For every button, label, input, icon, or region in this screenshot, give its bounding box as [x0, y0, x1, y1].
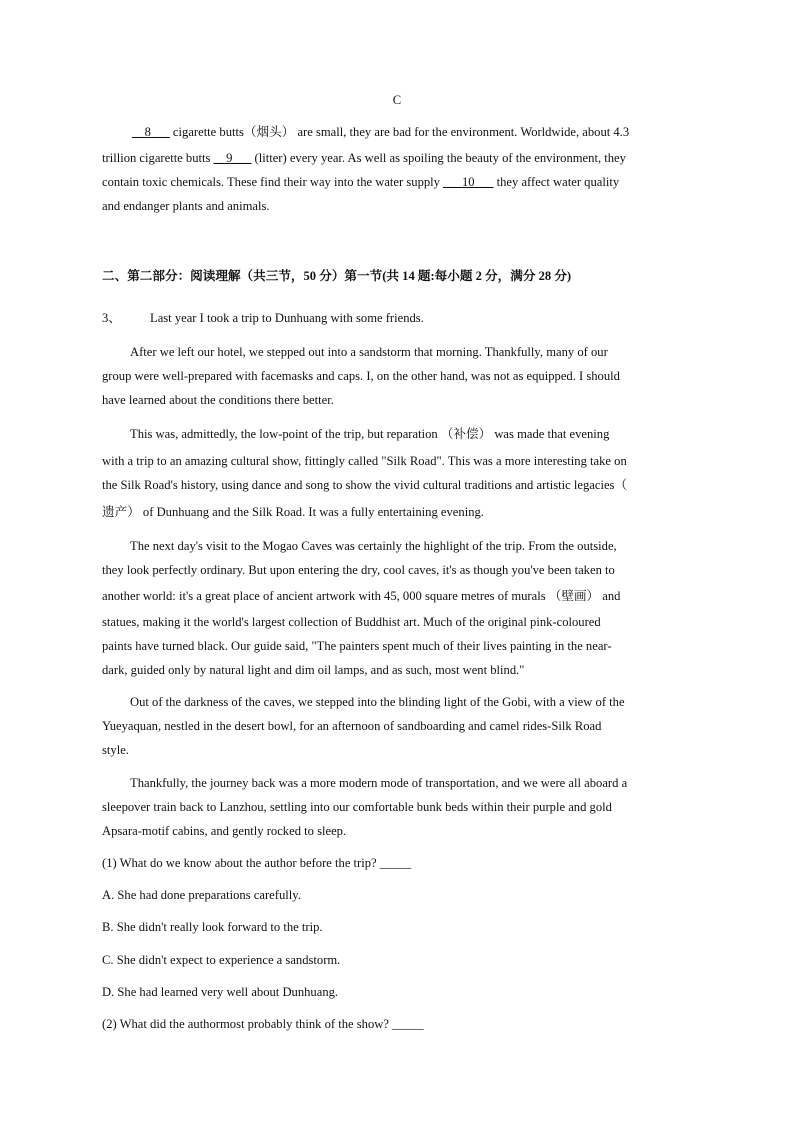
cloze-line-4 — [102, 198, 270, 214]
passage-line: Apsara-motif cabins, and gently rocked to sleep. — [102, 824, 347, 838]
passage-line: After we left our hotel, we stepped out into a sandstorm that morning. Thankfully, many of our — [130, 345, 608, 359]
passage-line: Thankfully, the journey back was a more modern mode of transportation, and we were all aboard a — [130, 776, 628, 790]
passage-line: group were well-prepared with facemasks and caps. I, on the other hand, was not as equipped. I should — [102, 369, 620, 383]
part2-heading: 二、第二部分：阅读理解（共三节，50 分）第一节(共 14 题:每小题 2 分，满分 28 分) — [102, 269, 572, 283]
passage-line: Yueyaquan, nestled in the desert bowl, for an afternoon of sandboarding and camel rides-Silk Road — [102, 719, 602, 733]
cloze-text: contain toxic chemicals. These find their way into the water supply — [102, 175, 444, 189]
passage-line: dark, guided only by natural light and dim oil lamps, and as such, most went blind." — [102, 663, 525, 677]
option-b: B. She didn't really look forward to the trip. — [102, 920, 323, 934]
passage-line: paints have turned black. Our guide said, "The painters spent much of their lives painting in the near- — [102, 639, 612, 653]
passage-line: sleepover train back to Lanzhou, settling into our comfortable bunk beds within their purple and gold — [102, 800, 612, 814]
cloze-line-1 — [132, 124, 629, 140]
passage-first-line: Last year I took a trip to Dunhuang with some friends. — [150, 311, 424, 325]
passage-line: The next day's visit to the Mogao Caves was certainly the highlight of the trip. From the outside, — [130, 539, 617, 553]
passage-line: the Silk Road's history, using dance and song to show the vivid cultural traditions and artistic legacies（ — [102, 478, 628, 492]
option-a: A. She had done preparations carefully. — [102, 888, 301, 902]
passage-number: 3、 — [102, 311, 121, 325]
question-2: (2) What did the authormost probably think of the show? _____ — [102, 1017, 424, 1031]
passage-line: have learned about the conditions there better. — [102, 393, 334, 407]
blank-8: __8___ — [132, 125, 170, 139]
option-d: D. She had learned very well about Dunhuang. — [102, 985, 339, 999]
passage-line: style. — [102, 743, 129, 757]
cloze-text: (litter) every year. As well as spoiling the beauty of the environment, they — [251, 151, 626, 165]
cloze-text: trillion cigarette butts — [102, 151, 214, 165]
cloze-line-2 — [102, 150, 626, 166]
cloze-text: they affect water quality — [493, 175, 620, 189]
passage-line: Out of the darkness of the caves, we stepped into the blinding light of the Gobi, with a view of the — [130, 695, 625, 709]
passage-line: with a trip to an amazing cultural show, fittingly called "Silk Road". This was a more interesting take on — [102, 454, 627, 468]
passage-line: they look perfectly ordinary. But upon entering the dry, cool caves, it's as though you've been taken to — [102, 563, 615, 577]
blank-9: __9___ — [213, 151, 252, 165]
passage-line: another world: it's a great place of ancient artwork with 45, 000 square metres of murals （壁画） and — [102, 589, 621, 603]
passage-line: statues, making it the world's largest collection of Buddhist art. Much of the original pink-coloured — [102, 615, 601, 629]
section-heading-c: C — [392, 93, 402, 107]
option-c: C. She didn't expect to experience a sandstorm. — [102, 953, 341, 967]
cloze-text: and endanger plants and animals. — [102, 199, 270, 213]
passage-line: This was, admittedly, the low-point of the trip, but reparation （补偿） was made that evening — [130, 427, 610, 441]
cloze-line-3 — [102, 174, 619, 190]
question-1: (1) What do we know about the author before the trip? _____ — [102, 856, 412, 870]
cloze-text: cigarette butts（烟头） are small, they are bad for the environment. Worldwide, about 4.3 — [169, 125, 630, 139]
passage-line: 遗产） of Dunhuang and the Silk Road. It was a fully entertaining evening. — [102, 505, 484, 519]
blank-10: ___10___ — [443, 175, 494, 189]
